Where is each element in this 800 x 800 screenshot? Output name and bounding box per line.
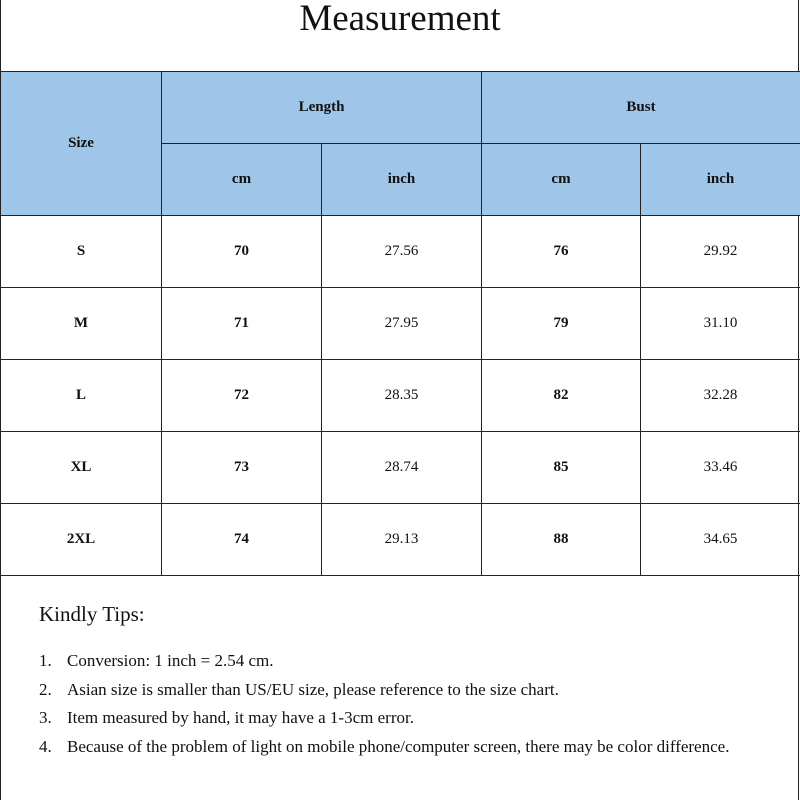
bust-cm-cell: 76 — [482, 216, 641, 288]
size-cell: XL — [1, 432, 162, 504]
bust-cm-cell: 82 — [482, 360, 641, 432]
table-row — [1, 432, 800, 504]
list-item — [39, 647, 759, 676]
length-cm-cell: 72 — [162, 360, 322, 432]
page-title: Measurement — [299, 0, 501, 39]
size-chart-table — [0, 71, 800, 576]
length-inch-header: inch — [322, 144, 482, 216]
list-number: 3. — [39, 708, 52, 727]
list-item — [39, 676, 759, 705]
list-item — [39, 704, 759, 733]
bust-cm-cell: 88 — [482, 504, 641, 576]
bust-cm-cell: 85 — [482, 432, 641, 504]
size-cell: M — [1, 288, 162, 360]
tip-text: Conversion: 1 inch = 2.54 cm. — [67, 651, 274, 670]
table-row — [1, 288, 800, 360]
length-inch-cell: 28.74 — [322, 432, 482, 504]
group-header-row — [1, 72, 800, 144]
table-row — [1, 504, 800, 576]
length-cm-header: cm — [162, 144, 322, 216]
length-group-header: Length — [162, 72, 482, 144]
length-inch-cell: 27.56 — [322, 216, 482, 288]
tip-text: Because of the problem of light on mobile phone/computer screen, there may be color difference. — [67, 736, 730, 756]
table-row — [1, 216, 800, 288]
tips-list — [39, 647, 759, 761]
list-number: 2. — [39, 679, 52, 699]
list-number: 4. — [39, 736, 52, 756]
tip-text: Asian size is smaller than US/EU size, please reference to the size chart. — [67, 679, 559, 699]
length-inch-cell: 29.13 — [322, 504, 482, 576]
size-cell: S — [1, 216, 162, 288]
size-column-header: Size — [1, 72, 162, 216]
bust-inch-cell: 33.46 — [641, 432, 800, 504]
bust-inch-cell: 32.28 — [641, 360, 800, 432]
table-row — [1, 360, 800, 432]
length-inch-cell: 27.95 — [322, 288, 482, 360]
bust-cm-header: cm — [482, 144, 641, 216]
length-cm-cell: 73 — [162, 432, 322, 504]
bust-inch-cell: 34.65 — [641, 504, 800, 576]
bust-cm-cell: 79 — [482, 288, 641, 360]
bust-inch-header: inch — [641, 144, 800, 216]
bust-inch-cell: 31.10 — [641, 288, 800, 360]
length-cm-cell: 70 — [162, 216, 322, 288]
length-cm-cell: 74 — [162, 504, 322, 576]
size-cell: 2XL — [1, 504, 162, 576]
tips-section — [39, 602, 759, 761]
list-number: 1. — [39, 651, 52, 670]
list-item — [39, 733, 759, 762]
length-cm-cell: 71 — [162, 288, 322, 360]
size-cell: L — [1, 360, 162, 432]
bust-group-header: Bust — [482, 72, 800, 144]
bust-inch-cell: 29.92 — [641, 216, 800, 288]
tip-text: Item measured by hand, it may have a 1-3cm error. — [67, 708, 414, 727]
tips-heading: Kindly Tips: — [39, 602, 145, 626]
length-inch-cell: 28.35 — [322, 360, 482, 432]
